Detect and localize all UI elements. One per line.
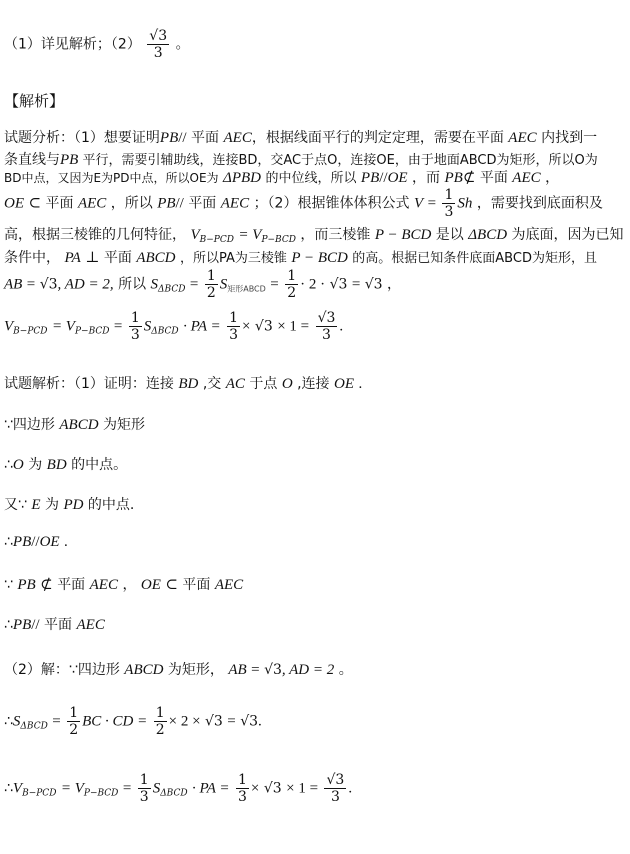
analysis-line-4: OE ⊂ 平面 AEC ，所以 PB// 平面 AEC ；（2）根据锥体体积公式 V = $\frac{1}{3}$ Sh ，需要找到底面积及	[4, 187, 603, 220]
fraction-one-half: $\frac{1}{2}$	[155, 705, 165, 738]
fraction-root3-over-3: $\frac{√3}{3}$	[317, 310, 336, 343]
analysis-line-5: 高，根据三棱锥的几何特征， $V_{B-PCD} = V_{P-BCD}$ ，而三棱锥 P − BCD 是以 ΔBCD 为底面，因为已知	[4, 227, 624, 245]
solution-line-6: ∵ PB ⊄ 平面 AEC ， OE ⊂ 平面 AEC	[4, 577, 244, 593]
analysis-line-2: 条直线与PB 平行，需要引辅助线，连接BD，交AC于点O，连接OE，由于地面ABCD为矩形，所以O为	[4, 152, 598, 168]
fraction-one-third: $\frac{1}{3}$	[444, 187, 454, 220]
solution-line-10: $\therefore V_{B-PCD} = V_{P-BCD}$ = $\frac{1}{3}$ $S_{\Delta BCD}$ · PA = $\frac{1}{3}$ × √3 × 1 = $\frac{√3}{3}$ .	[4, 772, 353, 805]
analysis-header: 【解析】	[4, 92, 65, 110]
solution-line-1: 试题解析：（1）证明：连接 BD ,交 AC 于点 O ,连接 OE .	[4, 376, 363, 392]
solution-line-8: （2）解：∵四边形 ABCD 为矩形， AB = √3, AD = 2 。	[4, 662, 353, 678]
solution-line-5: ∴PB//OE .	[4, 534, 68, 550]
sqrt-three: √3	[39, 276, 58, 293]
fraction-one-third: $\frac{1}{3}$	[130, 310, 140, 343]
solution-line-7: ∴PB// 平面 AEC	[4, 617, 105, 633]
answer-line: （1）详见解析；（2） $\frac{√3}{3}$ 。	[4, 28, 190, 61]
analysis-line-7: AB = √3, AD = 2, 所以 $S_{\Delta BCD}$ = $\frac{1}{2}$ $S_{矩形ABCD}$ = $\frac{1}{2}$ · 2 · √3 = √3 ，	[4, 268, 402, 301]
fraction-root3-over-3: $\frac{√3}{3}$	[326, 772, 345, 805]
sqrt-three: √3	[329, 276, 348, 293]
solution-line-2: ∵四边形 ABCD 为矩形	[4, 417, 145, 433]
sqrt-three: √3	[264, 662, 282, 678]
solution-line-4: 又∵ E 为 PD 的中点.	[4, 497, 135, 513]
sqrt-three: √3	[240, 713, 259, 730]
sqrt-three: √3	[205, 713, 223, 730]
sqrt-three: √3	[254, 318, 273, 335]
sqrt-three: √3	[364, 276, 383, 293]
solution-line-3: ∴O 为 BD 的中点。	[4, 457, 128, 473]
fraction-one-third: $\frac{1}{3}$	[237, 772, 247, 805]
answer-fraction: $\frac{√3}{3}$	[149, 28, 168, 61]
fraction-one-half: $\frac{1}{2}$	[287, 268, 297, 301]
fraction-one-third: $\frac{1}{3}$	[229, 310, 238, 343]
analysis-line-8: $V_{B-PCD} = V_{P-BCD}$ = $\frac{1}{3}$ $S_{\Delta BCD}$ · PA = $\frac{1}{3}$ × √3 × 1 = $\frac{√3}{3}$ .	[4, 310, 344, 343]
analysis-line-6: 条件中， PA ⊥ 平面 ABCD ，所以PA为三棱锥 P − BCD 的高。根据已知条件底面ABCD为矩形，且	[4, 250, 597, 266]
analysis-line-1: 试题分析：（1）想要证明PB// 平面 AEC，根据线面平行的判定定理，需要在平面 AEC 内找到一	[4, 130, 598, 146]
solution-line-9: $\therefore S_{\Delta BCD}$ = $\frac{1}{2}$ BC · CD = $\frac{1}{2}$ × 2 × √3 = √3.	[4, 705, 262, 738]
fraction-one-half: $\frac{1}{2}$	[69, 705, 79, 738]
analysis-line-3: BD中点，又因为E为PD中点，所以OE为 ΔPBD 的中位线，所以 PB//OE ，而 PB⊄ 平面 AEC ，	[4, 170, 560, 186]
fraction-one-half: $\frac{1}{2}$	[206, 268, 216, 301]
sqrt-three: √3	[263, 780, 282, 797]
fraction-one-third: $\frac{1}{3}$	[139, 772, 149, 805]
answer-text: （1）详见解析；（2）	[4, 36, 141, 53]
